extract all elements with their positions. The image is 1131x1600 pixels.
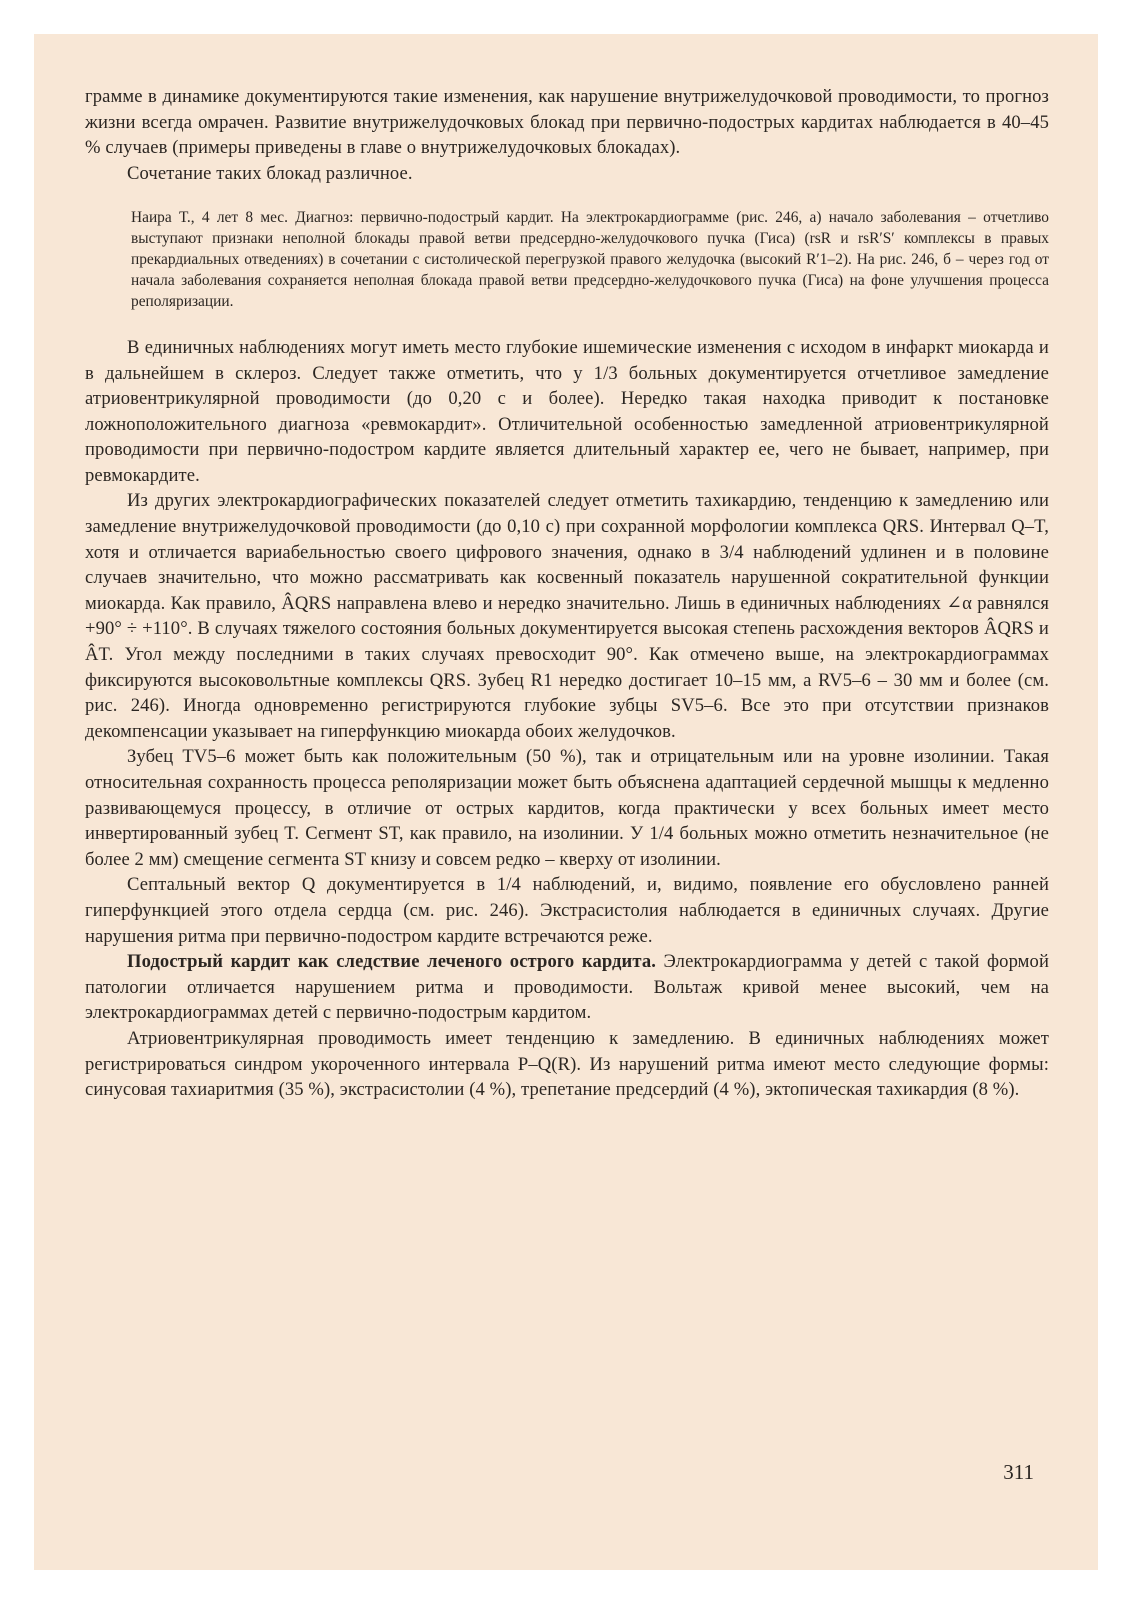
section-run-in-heading: Подострый кардит как следствие леченого острого кардита. bbox=[127, 951, 656, 973]
case-example: Наира Т., 4 лет 8 мес. Диагноз: первично-подострый кардит. На электрокардиограмме (рис. 246, а) начало заболевания – отчетливо выступают признаки неполной блокады правой ветви предсердно-желудочкового пучка (Гиса) (rsR и rsR′S′ комплексы в правых прекардиальных отведениях) в сочетании с систолической перегрузкой правого желудочка (высокий R′1–2). На рис. 246, б – через год от начала заболевания сохраняется неполная блокада правой ветви предсердно-желудочкового пучка (Гиса) на фоне улучшения процесса реполяризации. bbox=[131, 209, 1049, 310]
paragraph-septal-vector: Септальный вектор Q документируется в 1/4 наблюдений, и, видимо, появление его обусловлено ранней гиперфункцией этого отдела сердца (см. рис. 246). Экстрасистолия наблюдается в единичных случаях. Другие нарушения ритма при первично-подостром кардите встречаются реже. bbox=[85, 874, 1049, 947]
paragraph-t-wave: Зубец TV5–6 может быть как положительным (50 %), так и отрицательным или на уровне изолинии. Такая относительная сохранность процесса реполяризации может быть объяснена адаптацией сердечной мышцы к медленно развивающемуся процессу, в отличие от острых кардитов, когда практически у всех больных имеет место инвертированный зубец T. Сегмент ST, как правило, на изолинии. У 1/4 больных можно отметить незначительное (не более 2 мм) смещение сегмента ST книзу и совсем редко – кверху от изолинии. bbox=[85, 746, 1049, 870]
book-page bbox=[34, 34, 1098, 1570]
paragraph-subacute-carditis bbox=[85, 949, 1049, 1026]
paragraph-av-conduction: Атриовентрикулярная проводимость имеет тенденцию к замедлению. В единичных наблюдениях может регистрироваться синдром укороченного интервала P–Q(R). Из нарушений ритма имеют место следующие формы: синусовая тахиаритмия (35 %), экстрасистолии (4 %), трепетание предсердий (4 %), эктопическая тахикардия (8 %). bbox=[85, 1027, 1049, 1101]
page-body bbox=[85, 84, 1049, 1103]
paragraph-ischemic-changes: В единичных наблюдениях могут иметь место глубокие ишемические изменения с исходом в инфаркт миокарда и в дальнейшем в склероз. Следует также отметить, что у 1/3 больных документируется отчетливое замедление атриовентрикулярной проводимости (до 0,20 с и более). Нередко такая находка приводит к постановке ложноположительного диагноза «ревмокардит». Отличительной особенностью замедленной атриовентрикулярной проводимости при первично-подостром кардите является длительный характер ее, чего не бывает, например, при ревмокардите. bbox=[85, 336, 1049, 486]
paragraph-combination: Сочетание таких блокад различное. bbox=[127, 162, 413, 184]
paragraph-continued: грамме в динамике документируются такие изменения, как нарушение внутрижелудочковой проводимости, то прогноз жизни всегда омрачен. Развитие внутрижелудочковых блокад при первично-подострых кардитах наблюдается в 40–45 % случаев (примеры приведены в главе о внутрижелудочковых блокадах). bbox=[85, 86, 1049, 159]
paragraph-ecg-indicators: Из других электрокардиографических показателей следует отметить тахикардию, тенденцию к замедлению или замедление внутрижелудочковой проводимости (до 0,10 с) при сохранной морфологии комплекса QRS. Интервал Q–T, хотя и отличается вариабельностью своего цифрового значения, однако в 3/4 наблюдений удлинен и в половине случаев значительно, что можно рассматривать как косвенный показатель нарушенной сократительной функции миокарда. Как правило, ÂQRS направлена влево и нередко значительно. Лишь в единичных наблюдениях ∠α равнялся +90° ÷ +110°. В случаях тяжелого состояния больных документируется высокая степень расхождения векторов ÂQRS и ÂT. Угол между последними в таких случаях превосходит 90°. Как отмечено выше, на электрокардиограммах фиксируются высоковольтные комплексы QRS. Зубец R1 нередко достигает 10–15 мм, а RV5–6 – 30 мм и более (см. рис. 246). Иногда одновременно регистрируются глубокие зубцы SV5–6. Все это при отсутствии признаков декомпенсации указывает на гиперфункцию миокарда обоих желудочков. bbox=[85, 490, 1049, 742]
section-run-in-body: Электрокардиограмма у детей с такой формой патологии отличается нарушением ритма и проводимости. Вольтаж кривой менее высокий, чем на электрокардиограммах детей с первично-подострым кардитом. bbox=[85, 951, 1049, 1024]
page-number: 311 bbox=[1003, 1460, 1034, 1484]
